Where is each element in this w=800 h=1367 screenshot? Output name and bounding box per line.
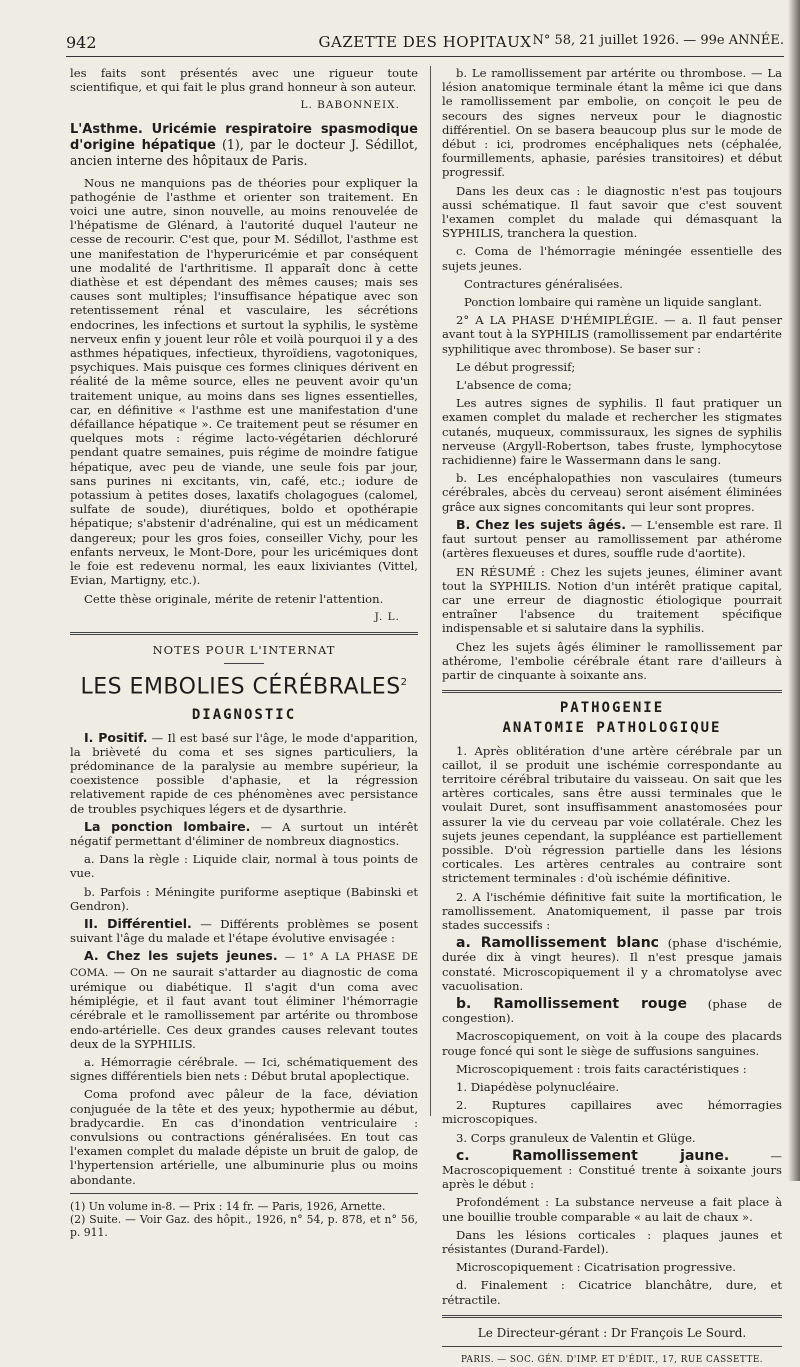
article-title [70,670,418,700]
ponction-paragraph [70,820,418,848]
right-column [442,66,782,1367]
jeunes-paragraph [70,949,418,1050]
sujets-ages-text: — L'ensemble est rare. Il faut surtout penser au ramollissement par athérome (artères flexueuses et dures, souffle rude d'aortite). [442,517,783,561]
ramollissement-rouge-heading: b. Ramollissement rouge [456,995,688,1012]
phase-hemiplegie-paragraph: 2° A LA PHASE D'HÉMIPLÉGIE. — a. Il faut penser avant tout à la SYPHILIS (ramollissement par endartérite syphilitique avec thrombose). Se baser sur : [442,313,782,356]
footnote-2: (2) Suite. — Voir Gaz. des hôpit., 1926, n° 54, p. 878, et n° 56, p. 911. [70,1212,418,1239]
positif-heading: I. Positif. [84,729,148,745]
ramollissement-rouge-text: (phase de congestion). [442,996,782,1026]
page-number: 942 [66,33,97,52]
ponction-text: — A surtout un intérêt négatif permettant d'éliminer de nombreux diagnostics. [70,819,419,849]
section-separator [442,690,782,693]
debut-progressif-line: Le début progressif; [456,359,576,374]
differentiel-paragraph [70,917,418,945]
asthma-conclusion: Cette thèse originale, mérite de retenir l'attention. [84,591,384,606]
anatomie-paragraph-1: 1. Après oblitération d'une artère cérébrale par un caillot, il se produit une ischémie correspondante au territoire cérébral tributaire du vaisseau. On sait que les artères corticales, sans être aussi terminales que le voulait Duret, sont insuffisamment anastomosées pour assurer la vie du cerveau par voie collatérale. Chez les sujets jeunes cependant, la suppléance est partiellement possible. D'où régression partielle dans les lésions corticales. Les artères centrales au contraire sont strictement terminales : d'où ischémie définitive. [442,743,782,886]
rouge-macroscopique: Macroscopiquement, on voit à la coupe des placards rouge foncé qui sont le siège de suffusions sanguines. [442,1029,782,1058]
footer-separator [442,1315,782,1318]
absence-coma-line: L'absence de coma; [456,378,572,393]
ponction-sanglant-line: Ponction lombaire qui ramène un liquide sanglant. [464,295,762,310]
sujets-ages-paragraph [442,518,782,561]
deux-cas-paragraph: Dans les deux cas : le diagnostic n'est pas toujours aussi schématique. Il faut savoir que c'est souvent l'examen complet du malade qui démasquant la SYPHILIS, tranchera la question. [442,183,782,241]
ramollissement-jaune-paragraph [442,1149,782,1192]
director-line: Le Directeur-gérant : Dr François Le Sourd. [477,1325,747,1340]
page-edge-shadow [788,0,800,1181]
rouge-item-1: 1. Diapédèse polynucléaire. [456,1080,620,1094]
ponction-item-b: b. Parfois : Méningite puriforme aseptique (Babinski et Gendron). [70,884,418,913]
asthma-article-heading [70,121,418,168]
jeunes-heading: A. Chez les sujets jeunes. [84,948,278,964]
positif-paragraph [70,731,418,816]
footnote-1: (1) Un volume in-8. — Prix : 14 fr. — Paris, 1926, Arnette. [70,1199,386,1213]
section-separator [70,632,418,635]
finalement-paragraph: d. Finalement : Cicatrice blanchâtre, dure, et rétractile. [442,1278,782,1307]
printer-line: PARIS. — SOC. GÉN. D'IMP. ET D'ÉDIT., 17, RUE CASSETTE. [460,1355,764,1366]
left-column [70,66,418,1239]
footnote-rule [70,1193,418,1194]
section-kicker: NOTES POUR L'INTERNAT [152,642,336,657]
hemorragie-paragraph: a. Hémorragie cérébrale. — Ici, schématiquement des signes différentiels bien nets : Début brutal apoplectique. [70,1054,418,1084]
jaune-lesions: Dans les lésions corticales : plaques jaunes et résistantes (Durand-Fardel). [442,1227,782,1257]
ramollissement-jaune-text: — Macroscopiquement : Constitué trente à soixante jours après le début : [442,1148,783,1192]
rouge-item-2: 2. Ruptures capillaires avec hémorragies microscopiques. [442,1098,782,1127]
jeunes-text: — On ne saurait s'attarder au diagnostic de coma urémique ou diabétique. Il s'agit d'un coma avec hémiplégie, et il faut avant tout éliminer l'hémorragie cérébrale et le ramollissement par artérite ou thrombose endo-artérielle. Ces deux grandes causes relevant toutes deux de la SYPHILIS. [70,964,418,1051]
jeunes-phase: — 1° A LA PHASE DE COMA. [70,951,418,979]
review-ending: les faits sont présentés avec une rigueur toute scientifique, et qui fait le plus grand honneur à son auteur. [70,66,418,95]
footer-rule [442,1346,782,1347]
asthma-title: L'Asthme. Uricémie respiratoire spasmodique d'origine hépatique [70,121,418,153]
issue-info: N° 58, 21 juillet 1926. — 99e ANNÉE. [532,33,784,48]
ponction-item-a: a. Dans la règle : Liquide clair, normal à tous points de vue. [70,852,418,881]
coma-meningee: c. Coma de l'hémorragie méningée essentielle des sujets jeunes. [442,244,782,273]
rouge-microscopique: Microscopiquement : trois faits caractéristiques : [456,1061,747,1076]
contractures-line: Contractures généralisées. [464,276,623,291]
article-title-note: 2 [400,677,408,689]
diagnostic-heading: DIAGNOSTIC [191,707,297,724]
asthma-byline: (1), par le docteur J. Sédillot, ancien interne des hôpitaux de Paris. [70,136,418,168]
sujets-ages-heading: B. Chez les sujets âgés. [456,516,627,532]
resume-ages-paragraph: Chez les sujets âgés éliminer le ramollissement par athérome, l'embolie cérébrale étant rare d'ailleurs à partir de cinquante à soixante ans. [442,639,782,682]
footnotes [70,1200,418,1239]
asthma-signature: J. L. [374,610,400,623]
jaune-profondement: Profondément : La substance nerveuse a fait place à une bouillie trouble comparable « au lait de chaux ». [442,1195,782,1224]
ramollissement-blanc-paragraph [442,936,782,993]
autres-signes-paragraph: Les autres signes de syphilis. Il faut pratiquer un examen complet du malade et rechercher les stigmates cutanés, muqueux, commissuraux, les signes de syphilis nerveuse (Argyll-Robertson, tabes fruste, lymphocytose rachidienne) faire le Wassermann dans le sang. [442,396,782,468]
jaune-microscopique: Microscopiquement : Cicatrisation progressive. [456,1260,736,1275]
journal-title: GAZETTE DES HOPITAUX [318,33,532,51]
pathogenie-heading: PATHOGENIE [559,700,665,717]
anatomie-paragraph-2: 2. A l'ischémie définitive fait suite la mortification, le ramollissement. Anatomiquement, il passe par trois stades successifs : [442,889,782,932]
rouge-item-3: 3. Corps granuleux de Valentin et Glüge. [456,1130,696,1145]
ramollissement-jaune-heading: c. Ramollissement jaune. [456,1147,730,1164]
anatomie-heading: ANATOMIE PATHOLOGIQUE [502,720,722,737]
encephalopathies-paragraph: b. Les encéphalopathies non vasculaires (tumeurs cérébrales, abcès du cerveau) seront aisément éliminées grâce aux signes concomitants qui leur sont propres. [442,471,782,514]
positif-text: — Il est basé sur l'âge, le mode d'apparition, la brièveté du coma et ses signes particuliers, la prédominance de la paralysie au membre supérieur, la coexistence possible d'aphasie, et la régression relativement rapide de ces phénomènes avec persistance de troubles psychiques légers et de dysarthrie. [70,730,418,816]
article-title-text: LES EMBOLIES CÉRÉBRALES [80,674,401,700]
asthma-paragraph: Nous ne manquions pas de théories pour expliquer la pathogénie de l'asthme et orienter son traitement. En voici une autre, sinon nouvelle, au moins renouvelée de l'hépatisme de Glénard, à l'autorité duquel l'auteur ne cesse de recourir. C'est que, pour M. Sédillot, l'asthme est une manifestation de l'hyperuricémie et par conséquent une modalité de l'arthritisme. Il apparaît donc à cette diathèse et est dépendant des mêmes causes; mais ses causes sont multiples; l'insuffisance hépatique avec son retentissement rénal et vasculaire, les sécrétions endocrines, les infections et surtout la syphilis, le système nerveux enfin y jouent leur rôle et voilà pourquoi il y a des asthmes hépatiques, infectieux, thyroïdiens, vagotoniques, psychiques. Mais puisque ces formes cliniques dérivent en réalité de la même source, elles ne peuvent avoir qu'un traitement unique, au moins dans ses lignes essentielles, car, en définitive « l'asthme est une manifestation d'une défaillance hépatique ». Ce traitement peut se résumer en quelques mots : régime lacto-végétarien déchloruré pendant quatre semaines, puis régime de moindre fatigue hépatique, avec peu de viande, une seule fois par jour, sans purines ni excitants, vin, café, etc.; iodure de potassium à petites doses, laxatifs cholagogues (calomel, sulfate de soude), diurétiques, boldo et opothérapie hépatique; s'abstenir d'adrénaline, qui est un médicament dangereux; pour les gros foies, conseiller Vichy, pour les enfants nerveux, le Mont-Dore, pour les uricémiques dont le foie est redevenu normal, les eaux lixiviantes (Vittel, Evian, Martigny, etc.). [70,175,418,588]
short-rule [224,663,264,664]
differentiel-heading: II. Différentiel. [84,916,192,932]
page-header [66,30,784,57]
differentiel-text: — Différents problèmes se posent suivant l'âge du malade et l'étape évolutive envisagée : [70,917,419,946]
ramollissement-rouge-paragraph [442,997,782,1025]
ramollissement-paragraph: b. Le ramollissement par artérite ou thrombose. — La lésion anatomique terminale étant la même ici que dans le ramollissement par embolie, on conçoit le peu de secours des signes nerveux pour le diagnostic différentiel. On se basera beaucoup plus sur le mode de début : ici, prodromes encéphaliques nets (céphalée, fourmillements, aphasie, parésies transitoires) et début progressif. [442,66,782,180]
ramollissement-blanc-heading: a. Ramollissement blanc [456,935,659,952]
ramollissement-blanc-text: (phase d'ischémie, durée dix à vingt heures). Il n'est presque jamais constaté. Microscopiquement il y a chromatolyse avec vacuolisation. [442,936,782,993]
resume-paragraph: EN RÉSUMÉ : Chez les sujets jeunes, éliminer avant tout la SYPHILIS. Notion d'un intérêt pratique capital, car une erreur de diagnostic étiologique pourrait entraîner l'absence du traitement spécifique indispensable et si salutaire dans la syphilis. [442,564,782,636]
ponction-heading: La ponction lombaire. [84,818,251,834]
hemorragie-details: Coma profond avec pâleur de la face, déviation conjuguée de la tête et des yeux; hypothermie au début, bradycardie. En cas d'inondation ventriculaire : convulsions ou contractions généralisées. En tout cas l'examen complet du malade dépiste un bruit de galop, de l'hypertension artérielle, une albuminurie plus ou moins abondante. [70,1087,418,1187]
column-divider [430,66,431,1116]
review-signature: L. BABONNEIX. [300,99,400,112]
